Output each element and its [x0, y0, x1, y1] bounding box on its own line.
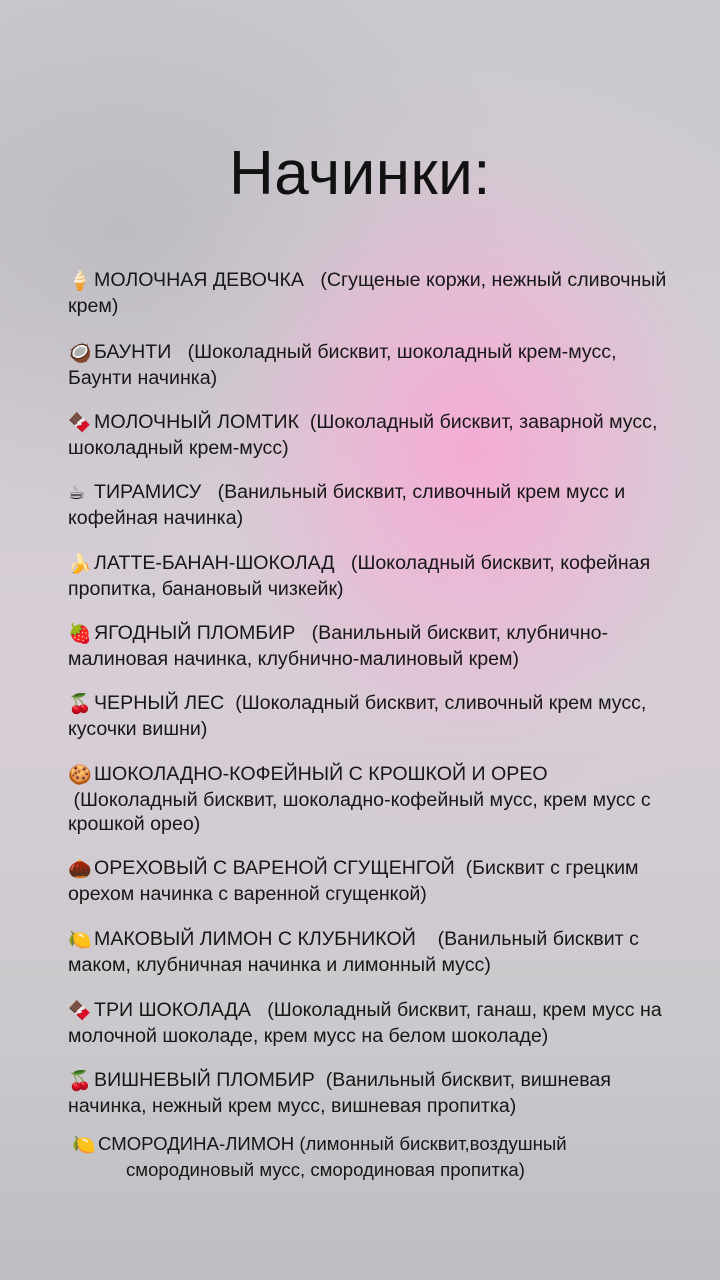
coconut-icon: 🥥	[68, 343, 92, 364]
filling-name: ТРИ ШОКОЛАДА	[94, 999, 251, 1021]
list-item	[68, 856, 668, 906]
filling-name: МОЛОЧНЫЙ ЛОМТИК	[94, 411, 299, 433]
filling-name: ВИШНЕВЫЙ ПЛОМБИР	[94, 1069, 315, 1091]
filling-description: (Шоколадный бисквит, ганаш, крем мусс на молочной шоколаде, крем мусс на белом шоколаде)	[68, 999, 662, 1047]
list-item	[68, 1068, 668, 1118]
filling-description: (Шоколадный бисквит, шоколадно-кофейный мусс, крем мусс с крошкой орео)	[68, 789, 651, 835]
filling-name: СМОРОДИНА-ЛИМОН	[98, 1133, 295, 1154]
filling-description: (Шоколадный бисквит, заварной мусс, шоколадный крем-мусс)	[68, 411, 658, 459]
filling-description: (Бисквит с грецким орехом начинка с варенной сгущенкой)	[68, 857, 639, 905]
filling-description-continued: смородиновый мусс, смородиновая пропитка)	[126, 1159, 525, 1180]
ice-cream-icon: 🍦	[68, 271, 92, 292]
filling-description: (Ванильный бисквит, сливочный крем мусс и кофейная начинка)	[68, 481, 626, 529]
filling-name: МОЛОЧНАЯ ДЕВОЧКА	[94, 269, 304, 291]
filling-name: БАУНТИ	[94, 341, 172, 363]
list-item	[68, 691, 668, 741]
filling-description: (Ванильный бисквит, клубнично-малиновая начинка, клубнично-малиновый крем)	[68, 622, 609, 670]
filling-name: ШОКОЛАДНО-КОФЕЙНЫЙ С КРОШКОЙ И ОРЕО	[94, 763, 548, 785]
chestnut-icon: 🌰	[68, 859, 92, 880]
filling-description: (Ванильный бисквит с маком, клубничная начинка и лимонный мусс)	[68, 928, 639, 976]
filling-description: (Шоколадный бисквит, шоколадный крем-мусс, Баунти начинка)	[68, 341, 617, 389]
cookie-icon: 🍪	[68, 765, 92, 786]
filling-name: ЛАТТЕ-БАНАН-ШОКОЛАД	[94, 552, 335, 574]
filling-description: (Шоколадный бисквит, сливочный крем мусс, кусочки вишни)	[68, 692, 647, 740]
filling-description: (лимонный бисквит,воздушный	[299, 1133, 567, 1154]
banana-icon: 🍌	[68, 554, 92, 575]
lemon-icon: 🍋	[72, 1135, 96, 1156]
list-item	[68, 762, 668, 836]
list-item	[68, 410, 668, 460]
list-item	[68, 268, 668, 318]
filling-description: (Шоколадный бисквит, кофейная пропитка, банановый чизкейк)	[68, 552, 651, 600]
list-item	[68, 998, 668, 1048]
filling-description: (Сгущеные коржи, нежный сливочный крем)	[68, 269, 667, 317]
list-item	[68, 621, 668, 671]
strawberry-icon: 🍓	[68, 624, 92, 645]
page-title: Начинки:	[228, 139, 492, 208]
chocolate-bar-icon: 🍫	[68, 413, 92, 434]
filling-name: МАКОВЫЙ ЛИМОН С КЛУБНИКОЙ	[94, 928, 416, 950]
coffee-cup-icon: ☕	[68, 483, 86, 504]
cherries-icon: 🍒	[68, 1071, 92, 1092]
filling-name: ОРЕХОВЫЙ С ВАРЕНОЙ СГУЩЕНГОЙ	[94, 857, 455, 879]
filling-description: (Ванильный бисквит, вишневая начинка, нежный крем мусс, вишневая пропитка)	[68, 1069, 611, 1117]
filling-name: ЯГОДНЫЙ ПЛОМБИР	[94, 622, 296, 644]
filling-name: ЧЕРНЫЙ ЛЕС	[94, 692, 225, 714]
list-item	[72, 1132, 672, 1182]
lemon-icon: 🍋	[68, 930, 92, 951]
filling-name: ТИРАМИСУ	[94, 481, 202, 503]
cherries-icon: 🍒	[68, 694, 92, 715]
chocolate-bar-icon: 🍫	[68, 1001, 92, 1022]
list-item	[68, 340, 668, 390]
list-item	[68, 551, 668, 601]
list-item	[68, 480, 668, 530]
list-item	[68, 927, 668, 977]
